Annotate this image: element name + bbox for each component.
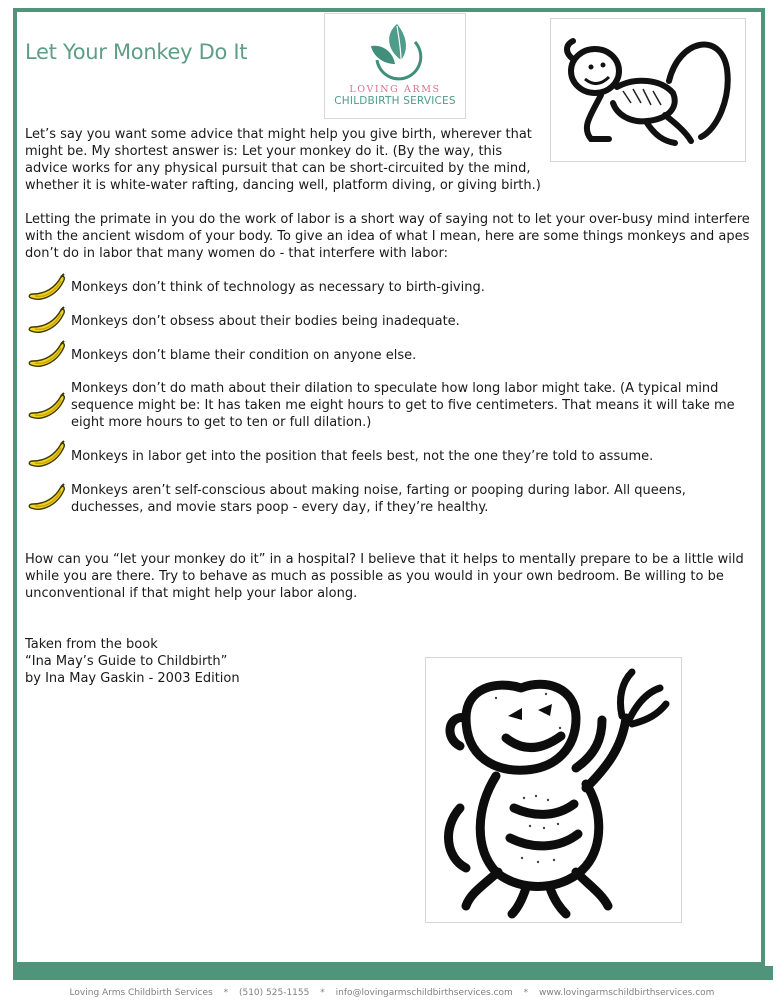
monkey-climbing-icon (551, 19, 745, 161)
bullet-line: sequence might be: It has taken me eight hours to get to five centimeters. That means it will take me (71, 398, 735, 413)
bullet-item (71, 313, 460, 330)
bullet-line: Monkeys don’t obsess about their bodies being inadequate. (71, 314, 460, 329)
bullet-line: Monkeys aren’t self-conscious about making noise, farting or pooping during labor. All queens, (71, 483, 686, 498)
footer (0, 988, 784, 998)
source-line: by Ina May Gaskin - 2003 Edition (25, 671, 240, 686)
footer-separator: * (223, 988, 229, 998)
logo-line2: CHILDBIRTH SERVICES (334, 95, 456, 107)
para2-line: with the ancient wisdom of your body. To give an idea of what I mean, here are some things monkeys and apes (25, 229, 750, 244)
intro-line: Let’s say you want some advice that might help you give birth, wherever that (25, 127, 532, 142)
bullet-item (71, 448, 653, 465)
bullet-line: Monkeys don’t do math about their dilation to speculate how long labor might take. (A typical mind (71, 381, 719, 396)
para2-line: don’t do in labor that many women do - that interfere with labor: (25, 246, 448, 261)
bullet-line: eight more hours to get to ten or full dilation.) (71, 415, 372, 430)
bullet-line: Monkeys don’t blame their condition on anyone else. (71, 348, 417, 363)
bullet-item (71, 279, 485, 296)
banana-icon (27, 339, 67, 369)
banana-icon (27, 272, 67, 302)
logo (324, 13, 466, 119)
bullet-line: Monkeys in labor get into the position that feels best, not the one they’re told to assume. (71, 449, 654, 464)
source-line: Taken from the book (25, 637, 158, 652)
banana-icon (27, 482, 67, 512)
bullet-line: duchesses, and movie stars poop - every day, if they’re healthy. (71, 500, 489, 515)
para3-line: How can you “let your monkey do it” in a hospital? I believe that it helps to mentally prepare to be a little wild (25, 552, 744, 567)
banana-icon (27, 305, 67, 335)
bullet-line: Monkeys don’t think of technology as necessary to birth-giving. (71, 280, 485, 295)
paragraph-three (25, 551, 744, 602)
footer-separator: * (523, 988, 529, 998)
bullet-item (71, 347, 416, 364)
intro-paragraph (25, 126, 541, 194)
footer-phone: (510) 525-1155 (238, 988, 310, 998)
banana-icon (27, 391, 67, 421)
page-title: Let Your Monkey Do It (25, 40, 248, 64)
monkey-image-top (550, 18, 746, 162)
bullet-item (71, 380, 735, 431)
logo-line1: LOVING ARMS (349, 84, 441, 95)
footer-separator: * (320, 988, 325, 998)
intro-line: whether it is white-water rafting, dancing well, platform diving, or giving birth.) (25, 178, 541, 193)
monkey-image-bottom (425, 657, 682, 923)
logo-leaf-icon (357, 20, 433, 84)
intro-line: might be. My shortest answer is: Let your monkey do it. (By the way, this (25, 144, 503, 159)
paragraph-two (25, 211, 750, 262)
footer-email-link[interactable]: info@lovingarmschildbirthservices.com (335, 988, 513, 998)
monkey-banana-icon (426, 658, 681, 922)
intro-line: advice works for any physical pursuit that can be short-circuited by the mind, (25, 161, 531, 176)
para3-line: unconventional if that might help your labor along. (25, 586, 358, 601)
bottom-band (13, 966, 773, 980)
footer-website-link[interactable]: www.lovingarmschildbirthservices.com (539, 988, 715, 998)
para2-line: Letting the primate in you do the work of labor is a short way of saying not to let your over-busy mind interfere (25, 212, 750, 227)
para3-line: while you are there. Try to behave as much as possible as you would in your own bedroom. Be willing to be (25, 569, 724, 584)
source-citation (25, 636, 240, 687)
source-line: “Ina May’s Guide to Childbirth” (25, 654, 228, 669)
banana-icon (27, 439, 67, 469)
footer-company: Loving Arms Childbirth Services (69, 988, 213, 998)
bullet-item (71, 482, 686, 516)
